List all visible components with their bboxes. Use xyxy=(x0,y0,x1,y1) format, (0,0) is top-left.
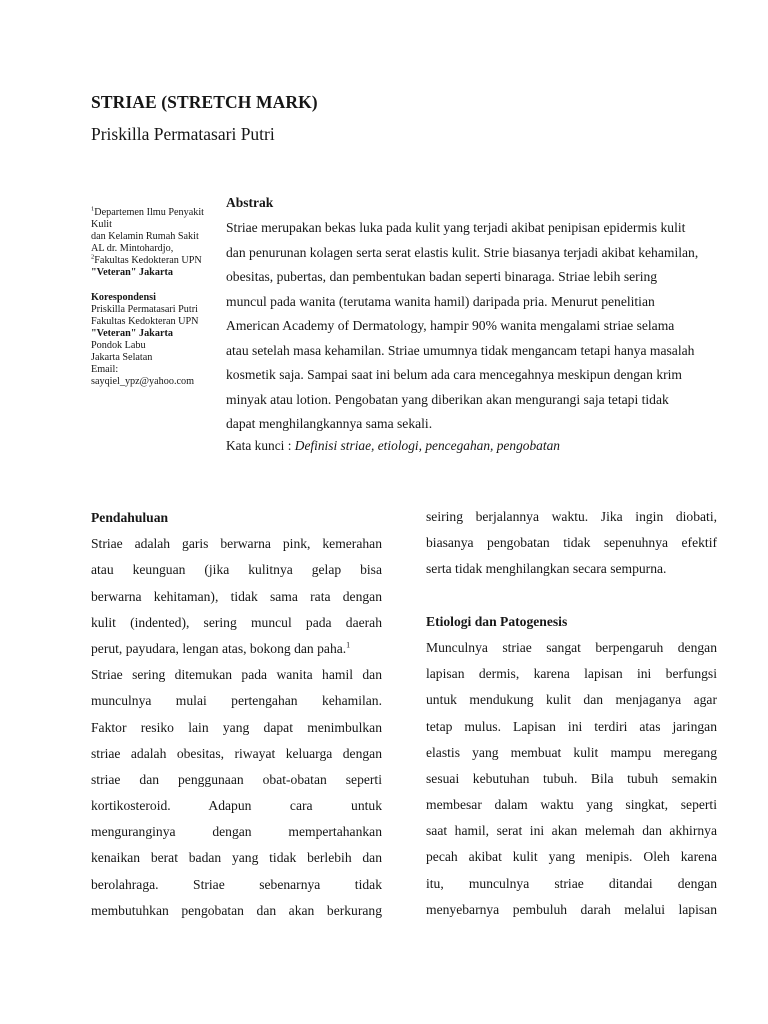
body-line: Munculnya striae sangat berpengaruh dengan xyxy=(426,639,717,655)
body-line: untuk mendukung kulit dan menjaganya agar xyxy=(426,692,717,708)
correspondence-line: Priskilla Permatasari Putri xyxy=(91,303,198,315)
body-line: sesuai kebutuhan tubuh. Bila tubuh semakin xyxy=(426,770,717,786)
body-line: membutuhkan pengobatan dan akan berkurang xyxy=(91,902,382,918)
abstract-heading: Abstrak xyxy=(226,195,274,210)
correspondence-heading: Korespondensi xyxy=(91,291,156,303)
section-heading-etiologi: Etiologi dan Patogenesis xyxy=(426,613,568,629)
body-line: tetap mulus. Lapisan ini terdiri atas jaringan xyxy=(426,718,717,734)
affiliation-line: $^2$Fakultas Kedokteran UPN xyxy=(91,253,202,267)
right-column xyxy=(426,504,717,923)
abstract-line: American Academy of Dermatology, hampir 90% wanita mengalami striae selama xyxy=(226,318,675,333)
abstract-line: kosmetik saja. Sampai saat ini belum ada cara mencegahnya meskipun dengan krim xyxy=(226,367,683,382)
body-line: Faktor resiko lain yang dapat menimbulkan xyxy=(91,719,382,735)
body-line: seiring berjalannya waktu. Jika ingin diobati, xyxy=(426,509,717,524)
body-line: berwarna kehitaman), tidak sama rata dengan xyxy=(91,588,382,604)
abstract-line: muncul pada wanita (terutama wanita hamil) daripada pria. Menurut penelitian xyxy=(226,293,655,309)
body-line: membesar dalam waktu yang singkat, seperti xyxy=(426,797,717,813)
body-line: lapisan dermis, karena lapisan ini berfungsi xyxy=(426,666,717,682)
abstract-line: Striae merupakan bekas luka pada kulit yang terjadi akibat penipisan epidermis kulit xyxy=(226,220,686,235)
body-line: striae adalah obesitas, riwayat keluarga dengan xyxy=(91,745,382,761)
section-heading-pendahuluan: Pendahuluan xyxy=(91,510,169,525)
body-line: berolahraga. Striae sebenarnya tidak xyxy=(91,876,382,892)
affiliation-line: dan Kelamin Rumah Sakit xyxy=(91,231,199,243)
body-line: serta tidak menghilangkan secara sempurna. xyxy=(426,561,667,577)
correspondence-line: Jakarta Selatan xyxy=(91,352,153,364)
correspondence-line: Email: xyxy=(91,364,119,376)
affiliation-line: Kulit xyxy=(91,219,112,231)
body-line: kortikosteroid. Adapun cara untuk xyxy=(91,798,382,814)
paper-title: STRIAE (STRETCH MARK) xyxy=(91,92,318,112)
body-line: biasanya pengobatan tidak sepenuhnya efektif xyxy=(426,535,717,551)
affiliation-line: "Veteran" Jakarta xyxy=(91,267,173,279)
body-line: atau keunguan (jika kulitnya gelap bisa xyxy=(91,562,382,578)
abstract-line: dan penurunan kolagen serta serat elastis kulit. Strie biasanya terjadi akibat kehamilan, xyxy=(226,244,699,260)
body-line: perut, payudara, lengan atas, bokong dan paha.$^1$ xyxy=(91,640,351,656)
abstract-line: minyak atau lotion. Pengobatan yang diberikan akan mengurangi saja tetapi tidak xyxy=(226,391,669,407)
body-line: kulit (indented), sering muncul pada daerah xyxy=(91,614,382,630)
abstract-body xyxy=(226,216,706,437)
left-column xyxy=(91,505,382,924)
body-line: munculnya mulai pertengahan kehamilan. xyxy=(91,693,382,709)
keywords-line xyxy=(226,438,560,454)
correspondence-line: Pondok Labu xyxy=(91,339,146,351)
body-line: striae dan penggunaan obat-obatan seperti xyxy=(91,771,382,787)
body-line: elastis yang membuat kulit mampu meregang xyxy=(426,744,717,760)
author-name: Priskilla Permatasari Putri xyxy=(91,124,275,144)
affiliation-line: $^1$Departemen Ilmu Penyakit xyxy=(91,205,205,218)
keywords-label: Kata kunci : xyxy=(226,438,295,453)
affiliation-line: AL dr. Mintohardjo, xyxy=(91,243,174,255)
body-line: kenaikan berat badan yang tidak berlebih dan xyxy=(91,850,382,866)
footnote-ref: 1 xyxy=(346,640,351,650)
abstract-line: dapat menghilangkannya sama sekali. xyxy=(226,416,433,431)
keywords-value: Definisi striae, etiologi, pencegahan, pengobatan xyxy=(294,438,560,453)
correspondence-line: "Veteran" Jakarta xyxy=(91,327,173,339)
abstract-line: atau setelah masa kehamilan. Striae umumnya tidak mengancam tetapi hanya masalah xyxy=(226,342,695,358)
body-line: pecah akibat kulit yang menipis. Oleh karena xyxy=(426,849,717,865)
body-line: Striae sering ditemukan pada wanita hamil dan xyxy=(91,667,382,683)
body-line: saat hamil, serat ini akan melemah dan akhirnya xyxy=(426,823,717,839)
affiliation-block xyxy=(91,207,221,388)
email-address: sayqiel_ypz@yahoo.com xyxy=(91,376,195,388)
body-line: menguranginya dengan mempertahankan xyxy=(91,824,382,840)
body-line: Striae adalah garis berwarna pink, kemerahan xyxy=(91,536,382,552)
correspondence-line: Fakultas Kedokteran UPN xyxy=(91,315,199,327)
body-line: menyebarnya pembuluh darah melalui lapisan xyxy=(426,901,717,917)
abstract-line: obesitas, pubertas, dan pembentukan badan seperti binaraga. Striae lebih sering xyxy=(226,269,658,284)
body-line: itu, munculnya striae ditandai dengan xyxy=(426,875,717,891)
